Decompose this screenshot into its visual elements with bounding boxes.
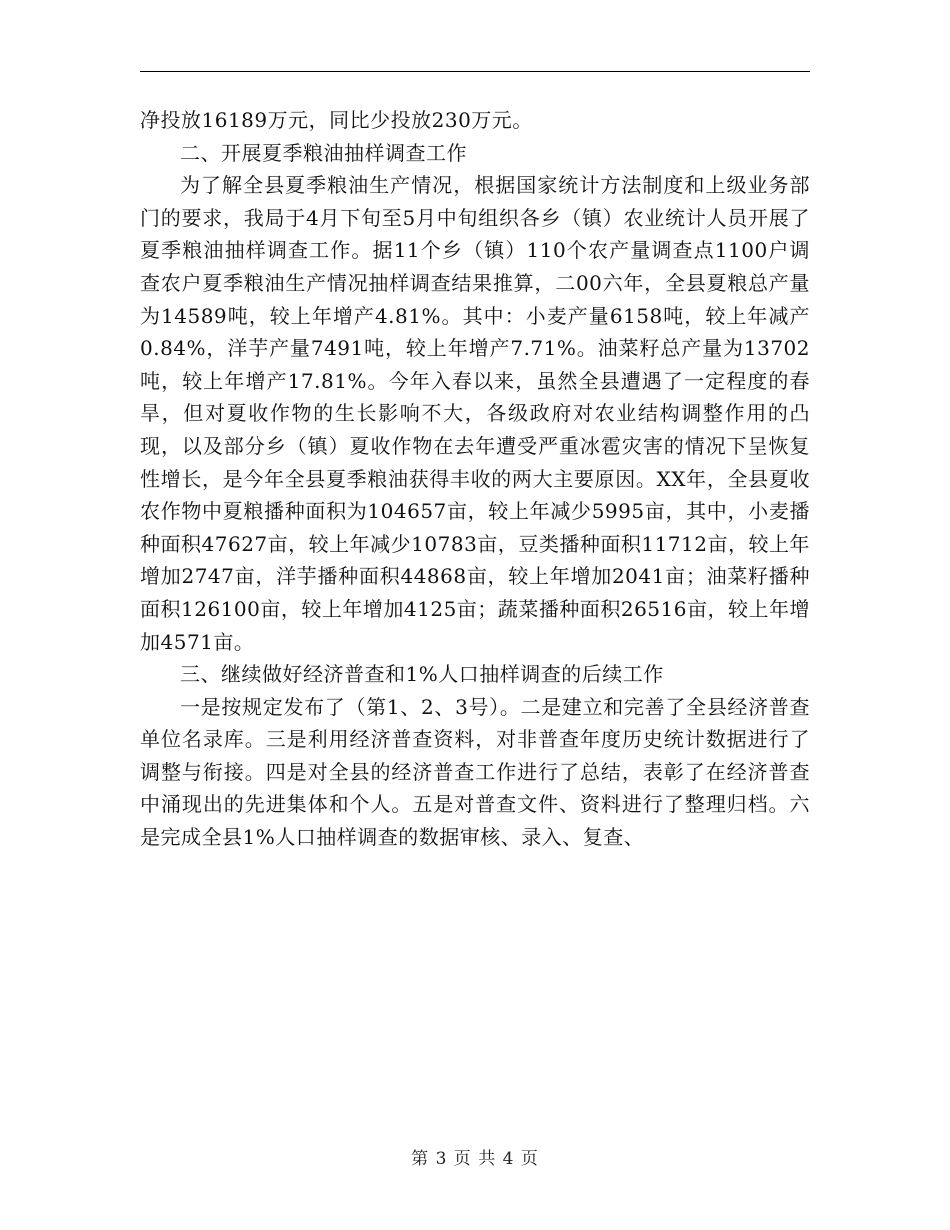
section-heading-3: 三、继续做好经济普查和1%人口抽样调查的后续工作 — [180, 662, 664, 687]
paragraph-continuation: 净投放16189万元，同比少投放230万元。 — [140, 108, 533, 132]
document-body — [140, 104, 810, 854]
header-rule — [140, 71, 810, 72]
paragraph-census-followup: 一是按规定发布了（第1、2、3号）。二是建立和完善了全县经济普查单位名录库。三是利用经济普查资料，对非普查年度历史统计数据进行了调整与衔接。四是对全县的经济普查工作进行了总结，表彰了在经济普查中涌现出的先进集体和个人。五是对普查文件、资料进行了整理归档。六是完成全县1%人口抽样调查的数据审核、录入、复查、 — [140, 694, 810, 850]
paragraph-grain-survey: 为了解全县夏季粮油生产情况，根据国家统计方法制度和上级业务部门的要求，我局于4月下旬至5月中旬组织各乡（镇）农业统计人员开展了夏季粮油抽样调查工作。据11个乡（镇）110个农产量调查点1100户调查农户夏季粮油生产情况抽样调查结果推算，二00六年，全县夏粮总产量为14589吨，较上年增产4.81%。其中：小麦产量6158吨，较上年减产0.84%，洋芋产量7491吨，较上年增产7.71%。油菜籽总产量为13702吨，较上年增产17.81%。今年入春以来，虽然全县遭遇了一定程度的春旱，但对夏收作物的生长影响不大，各级政府对农业结构调整作用的凸现，以及部分乡（镇）夏收作物在去年遭受严重冰雹灾害的情况下呈恢复性增长，是今年全县夏季粮油获得丰收的两大主要原因。XX年，全县夏收农作物中夏粮播种面积为104657亩，较上年减少5995亩，其中，小麦播种面积47627亩，较上年减少10783亩，豆类播种面积11712亩，较上年增加2747亩，洋芋播种面积44868亩，较上年增加2041亩；油菜籽播种面积126100亩，较上年增加4125亩；蔬菜播种面积26516亩，较上年增加4571亩。 — [140, 173, 810, 654]
section-heading-2: 二、开展夏季粮油抽样调查工作 — [180, 140, 467, 165]
page-number-footer: 第 3 页 共 4 页 — [411, 1149, 539, 1169]
